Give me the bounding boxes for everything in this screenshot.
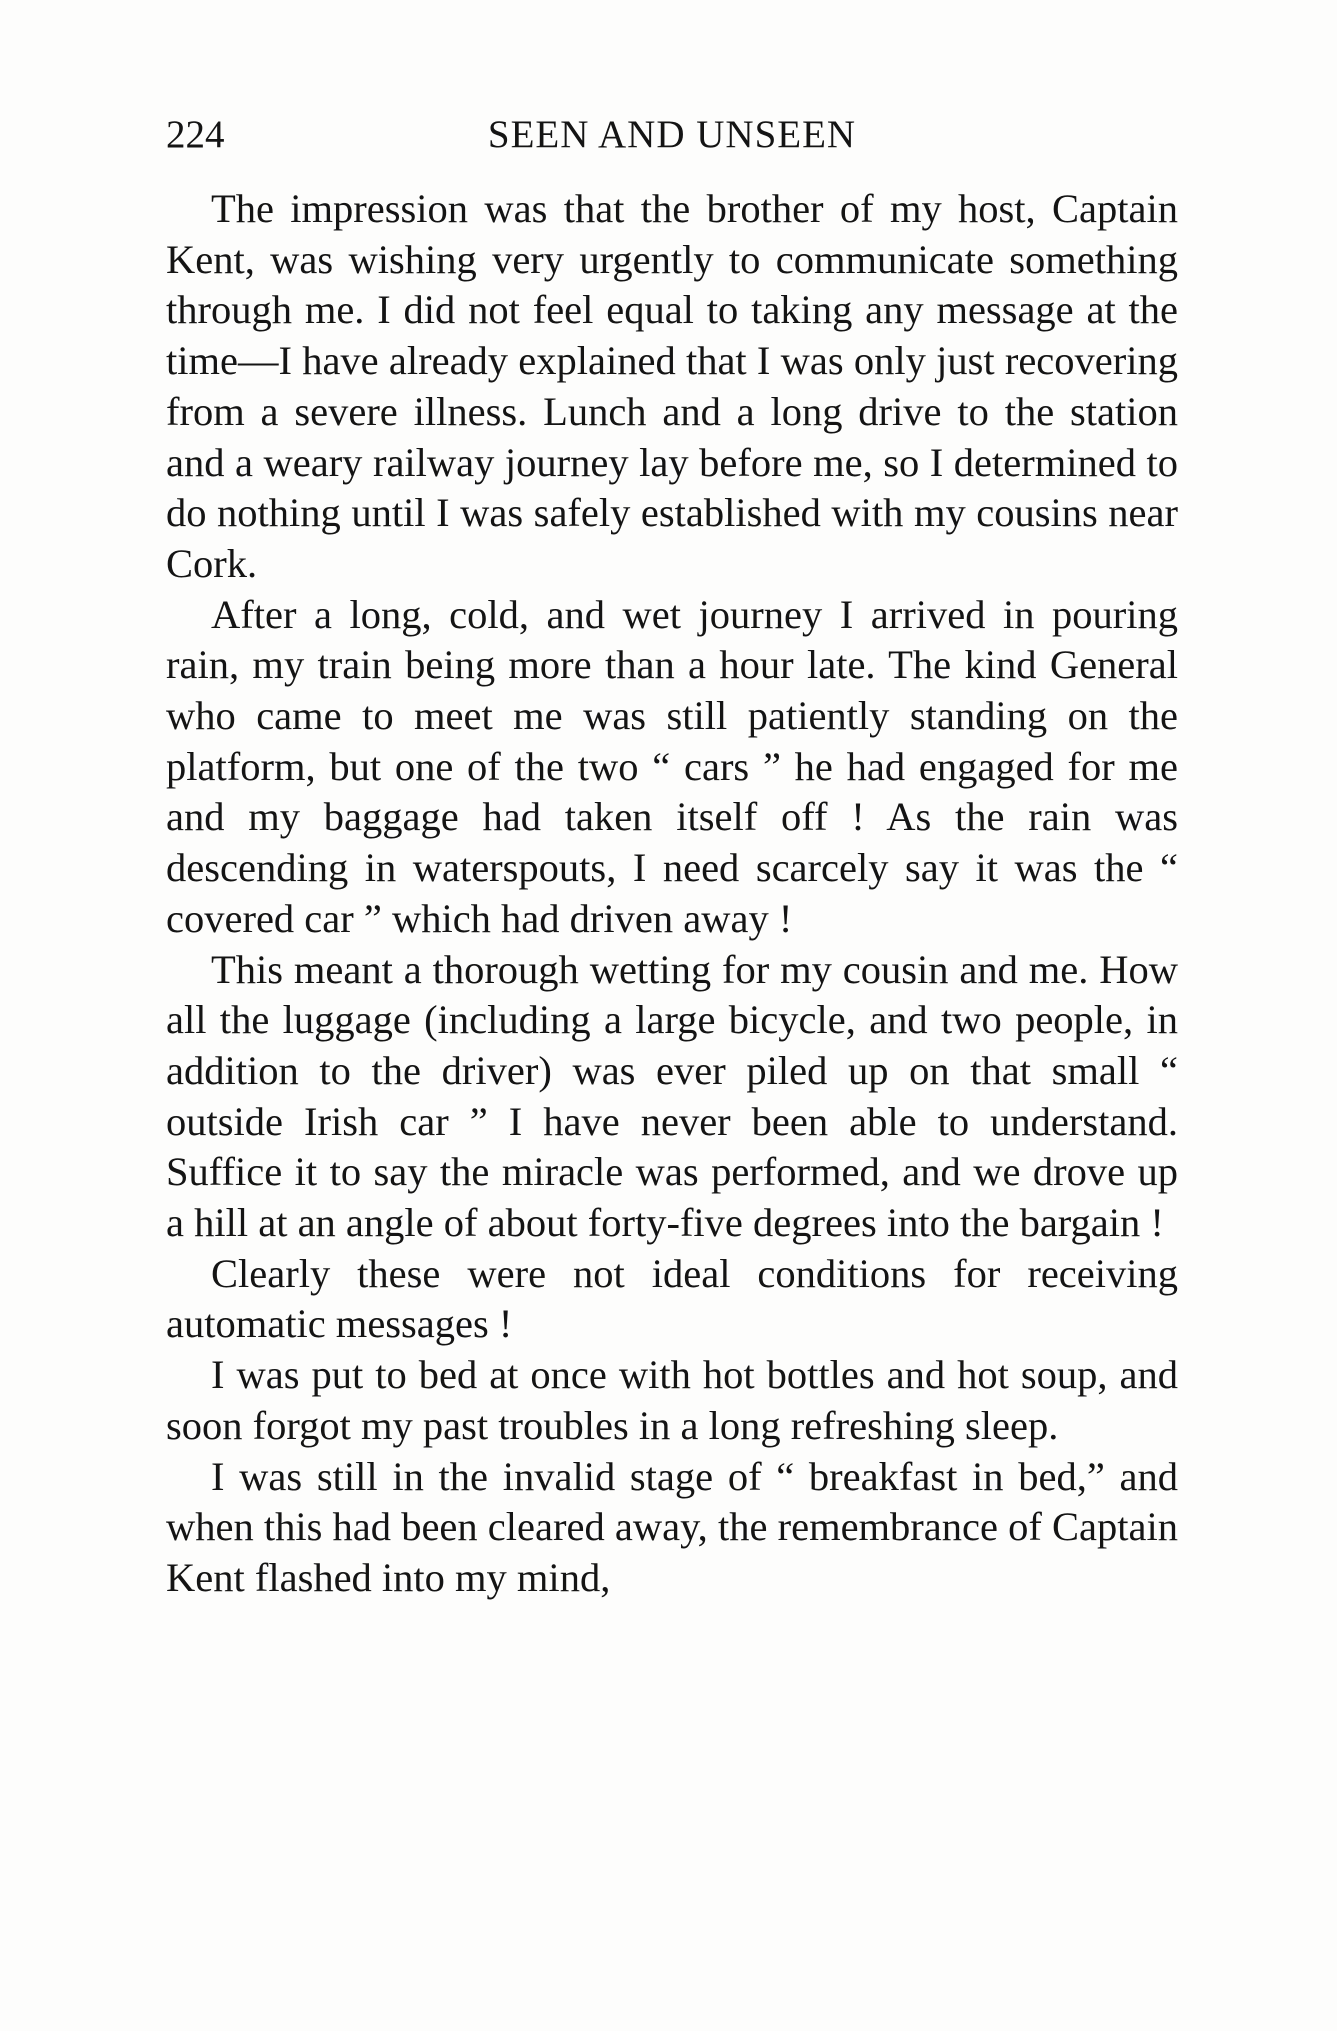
paragraph: Clearly these were not ideal conditions for receiving automatic messages !	[166, 1250, 1178, 1347]
running-title: SEEN AND UNSEEN	[487, 113, 857, 156]
running-head	[166, 105, 1178, 165]
page-number: 224	[166, 113, 225, 156]
paragraph: I was still in the invalid stage of “ breakfast in bed,” and when this had been cleared away, the remembrance of Captain Kent flashed into my mind,	[166, 1453, 1178, 1600]
paragraph: The impression was that the brother of my host, Captain Kent, was wishing very urgently to communicate something through me. I did not feel equal to taking any message at the time—I have already explained that I was only just recovering from a severe illness. Lunch and a long drive to the station and a weary railway journey lay before me, so I determined to do nothing until I was safely established with my cousins near Cork.	[166, 186, 1178, 586]
paragraph: After a long, cold, and wet journey I arrived in pouring rain, my train being more than a hour late. The kind General who came to meet me was still patiently standing on the platform, but one of the two “ cars ” he had engaged for me and my baggage had taken itself off ! As the rain was descending in waterspouts, I need scarcely say it was the “ covered car ” which had driven away !	[166, 591, 1178, 941]
paragraph: I was put to bed at once with hot bottles and hot soup, and soon forgot my past troubles in a long refreshing sleep.	[166, 1352, 1178, 1448]
body-text	[166, 184, 1178, 1604]
paragraph: This meant a thorough wetting for my cousin and me. How all the luggage (including a large bicycle, and two people, in addition to the driver) was ever piled up on that small “ outside Irish car ” I have never been able to understand. Suffice it to say the miracle was performed, and we drove up a hill at an angle of about forty-five degrees into the bargain !	[166, 946, 1178, 1246]
